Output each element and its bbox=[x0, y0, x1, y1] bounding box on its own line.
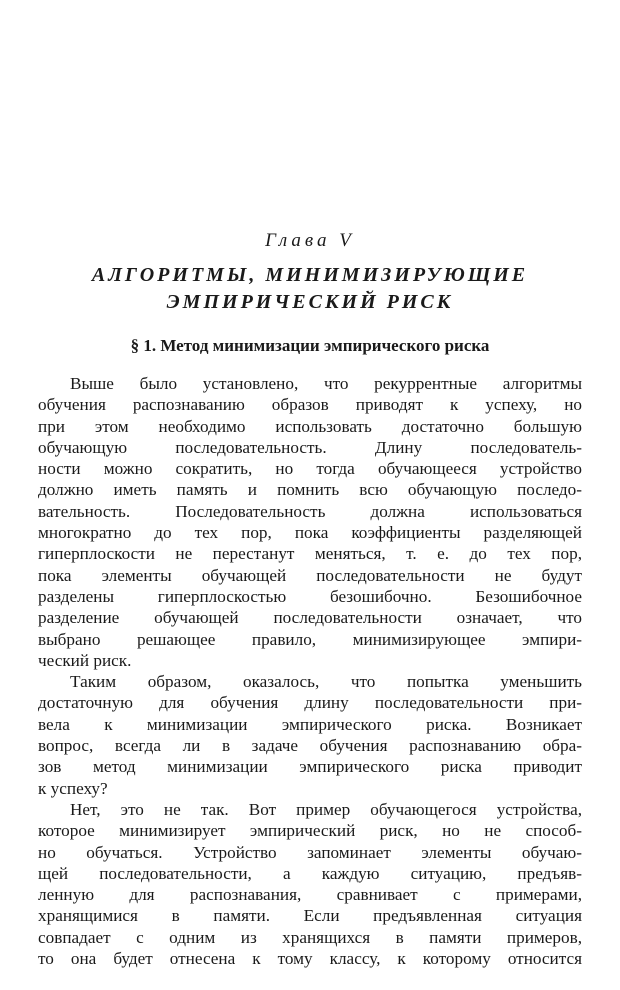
text-line: пока элементы обучающей последовательности не будут bbox=[38, 565, 582, 585]
text-line: совпадает с одним из хранящихся в памяти примеров, bbox=[38, 927, 582, 947]
text-line: Нет, это не так. Вот пример обучающегося устройства, bbox=[70, 799, 582, 819]
chapter-label: Глава V bbox=[265, 230, 355, 251]
text-line: Таким образом, оказалось, что попытка уменьшить bbox=[70, 672, 582, 692]
text-line: при этом необходимо использовать достаточно большую bbox=[38, 416, 582, 436]
text-line: ности можно сократить, но тогда обучающееся устройство bbox=[38, 459, 582, 479]
text-line: гиперплоскости не перестанут меняться, т. е. до тех пор, bbox=[38, 544, 582, 564]
text-line: обучения распознаванию образов приводят к успеху, но bbox=[38, 395, 582, 415]
text-line: которое минимизирует эмпирический риск, но не способ- bbox=[38, 821, 582, 841]
text-line: выбрано решающее правило, минимизирующее эмпири- bbox=[38, 629, 582, 649]
text-line: ческий риск. bbox=[38, 650, 132, 670]
text-line: обучающую последовательность. Длину последователь- bbox=[38, 437, 582, 457]
text-line: должно иметь память и помнить всю обучающую последо- bbox=[38, 480, 582, 500]
text-line: вела к минимизации эмпирического риска. Возникает bbox=[38, 714, 582, 734]
text-line: вопрос, всегда ли в задаче обучения распознаванию обра- bbox=[38, 736, 582, 756]
text-line: но обучаться. Устройство запоминает элементы обучаю- bbox=[38, 842, 582, 862]
text-line: достаточную для обучения длину последовательности при- bbox=[38, 693, 582, 713]
text-line: хранящимися в памяти. Если предъявленная ситуация bbox=[38, 906, 582, 926]
text-line: многократно до тех пор, пока коэффициенты разделяющей bbox=[38, 523, 582, 543]
section-title: § 1. Метод минимизации эмпирического риска bbox=[130, 336, 490, 355]
text-line: разделены гиперплоскостью безошибочно. Безошибочное bbox=[38, 586, 582, 606]
text-line: то она будет отнесена к тому классу, к которому относится bbox=[38, 949, 582, 969]
text-line: зов метод минимизации эмпирического риска приводит bbox=[38, 757, 582, 777]
text-line: Выше было установлено, что рекуррентные алгоритмы bbox=[70, 374, 582, 393]
text-line: к успеху? bbox=[38, 778, 108, 798]
text-line: ленную для распознавания, сравнивает с примерами, bbox=[38, 885, 582, 905]
chapter-title bbox=[0, 262, 620, 316]
text-line: вательность. Последовательность должна использоваться bbox=[38, 501, 582, 521]
text-line: щей последовательности, а каждую ситуацию, предъяв- bbox=[38, 863, 582, 883]
chapter-title-line-2: ЭМПИРИЧЕСКИЙ РИСК bbox=[166, 291, 454, 313]
body-text bbox=[38, 373, 582, 969]
chapter-title-line-1: АЛГОРИТМЫ, МИНИМИЗИРУЮЩИЕ bbox=[91, 264, 529, 286]
text-line: разделение обучающей последовательности означает, что bbox=[38, 608, 582, 628]
